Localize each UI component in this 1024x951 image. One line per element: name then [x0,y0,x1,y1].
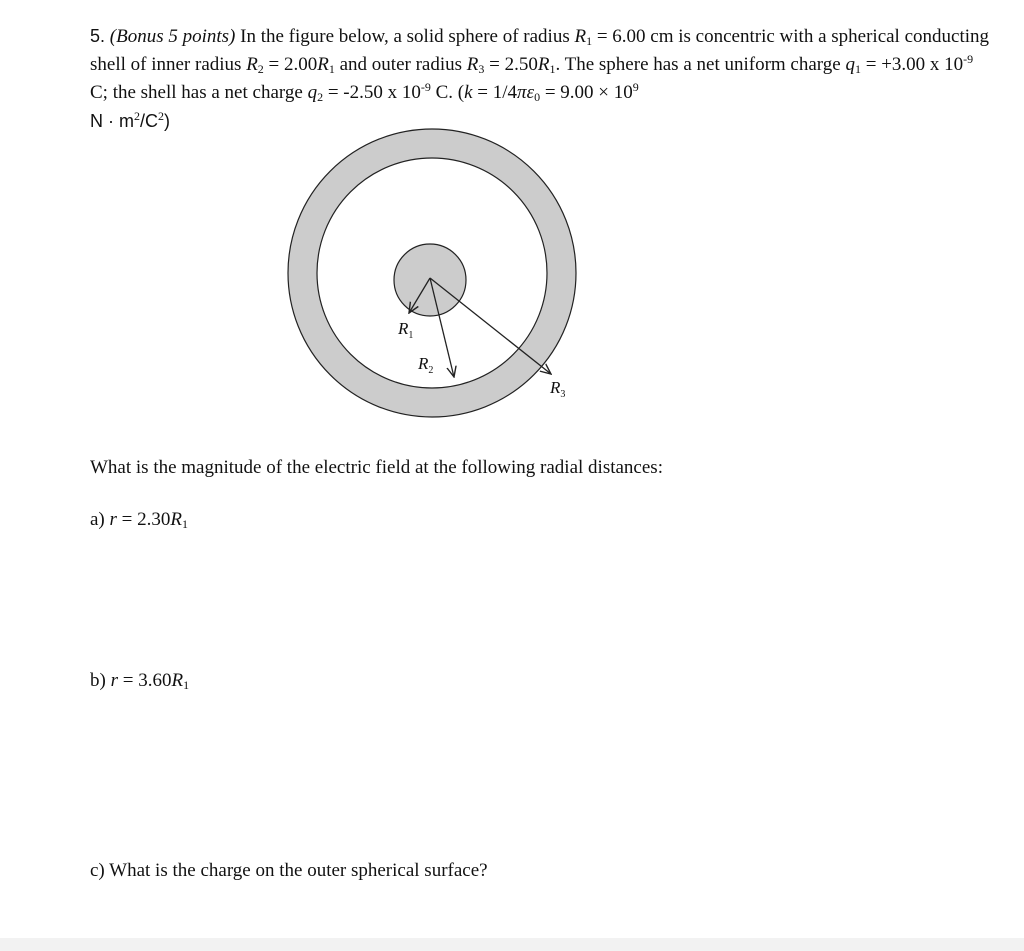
label-r1: $R_1$ [398,319,414,341]
label-r2: $R_2$ [418,354,434,376]
question-c: c) What is the charge on the outer spherical surface? [90,860,488,881]
label-r3: $R_3$ [550,378,566,400]
concentric-sphere-figure [270,128,600,428]
question-a: a) $r = 2.30R_1$ [90,509,188,531]
question-b: b) $r = 3.60R_1$ [90,670,190,692]
figure-svg [270,128,600,428]
page-bottom-edge [0,938,1024,951]
bonus-note: (Bonus 5 points) [109,26,236,47]
problem-number: 5. [90,26,106,46]
question-intro: What is the magnitude of the electric field at the following radial distances: [90,457,663,478]
problem-statement: 5. (Bonus 5 points) In the figure below, a solid sphere of radius $R_1 = 6.00$ cm is concentric with a spherical conducting shell of inner radius $R_2 = 2.00R_1$ and outer radius $R_3 = 2.50R_1$. The sphere has a net uniform charge $q_1 = +3.00$ x $10^{-9}$ C; the shell has a net charge $q_2 = -2.50$ x $10^{-9}$ C. ($k = 1/4\pi\varepsilon_0 = 9.00 \times 10^9$ $N \cdot m^2/C^2$) [90,26,990,131]
